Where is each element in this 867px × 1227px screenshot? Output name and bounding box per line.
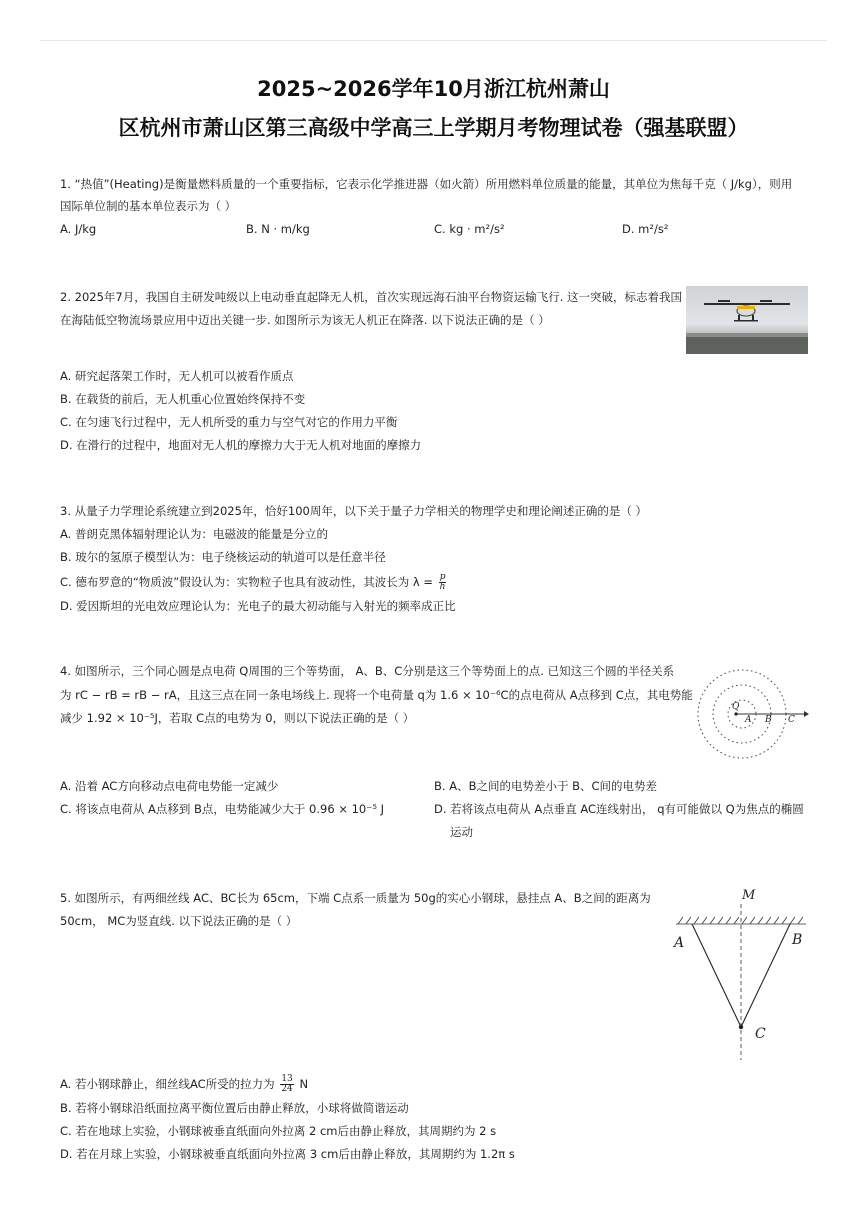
q1-option-a: A. J/kg: [60, 222, 97, 236]
q2-option-a: A. 研究起落架工作时，无人机可以被看作质点: [60, 369, 294, 383]
fraction-denominator: 24: [281, 1084, 293, 1094]
q5-option-c: C. 若在地球上实验，小钢球被垂直纸面向外拉离 2 cm后由静止释放，其周期约为 2 s: [60, 1124, 497, 1138]
charge-q-point: [734, 712, 737, 715]
q4-option-d-line2: 运动: [450, 825, 473, 839]
page-title-line1: 2025~2026学年10月浙江杭州萧山: [257, 77, 610, 101]
drone-icon: [686, 286, 808, 354]
tension-fraction: [280, 1075, 293, 1094]
arrow-head-icon: [804, 711, 809, 717]
q5-stem-line1: 5. 如图所示，有两细丝线 AC、BC长为 65cm，下端 C点系一质量为 50g的实心小钢球，悬挂点 A、B之间的距离为: [60, 891, 651, 905]
q5-option-a: [60, 1075, 308, 1094]
q4-stem-line3: 减少 1.92 × 10⁻⁵J，若取 C点的电势为 0，则以下说法正确的是（ ）: [60, 711, 415, 725]
q2-option-d: D. 在滑行的过程中，地面对无人机的摩擦力大于无人机对地面的摩擦力: [60, 438, 422, 452]
page-title-line2: 区杭州市萧山区第三高级中学高三上学期月考物理试卷（强基联盟）: [118, 116, 749, 140]
q1-stem-line2: 国际单位制的基本单位表示为（ ）: [60, 199, 237, 213]
fraction-numerator: 13: [281, 1074, 293, 1084]
pendulum-figure: [666, 884, 816, 1064]
concentric-circles-figure: [678, 656, 810, 762]
q4-stem-line2: 为 rC − rB = rB − rA，且这三点在同一条电场线上. 现将一个电荷量 q为 1.6 × 10⁻⁶C的点电荷从 A点移到 C点，其电势能: [60, 688, 693, 702]
q3-option-b: B. 玻尔的氢原子模型认为：电子绕核运动的轨道可以是任意半径: [60, 550, 386, 564]
label-q: Q: [732, 702, 740, 712]
label-c: C: [788, 715, 795, 725]
q1-option-c: C. kg · m²/s²: [434, 222, 505, 236]
q2-option-b: B. 在载货的前后，无人机重心位置始终保持不变: [60, 392, 306, 406]
fraction-denominator: h: [439, 582, 446, 592]
q5-option-a-unit: N: [299, 1077, 309, 1091]
fraction-numerator: p: [439, 572, 446, 582]
q2-stem-line2: 在海陆低空物流场景应用中迈出关键一步. 如图所示为该无人机正在降落. 以下说法正确的是（ ）: [60, 313, 550, 327]
q5-stem-line2: 50cm， MC为竖直线. 以下说法正确的是（ ）: [60, 914, 298, 928]
q4-option-d-line1: D. 若将该点电荷从 A点垂直 AC连线射出， q有可能做以 Q为焦点的椭圆: [434, 802, 804, 816]
q1-option-b: B. N · m/kg: [246, 222, 310, 236]
label-b: B: [792, 932, 803, 948]
string-bc: [741, 924, 790, 1027]
q5-option-d: D. 若在月球上实验，小钢球被垂直纸面向外拉离 3 cm后由静止释放，其周期约为 1.2π s: [60, 1147, 515, 1161]
q4-stem-line1: 4. 如图所示，三个同心圆是点电荷 Q周围的三个等势面， A、B、C分别是这三个等势面上的点. 已知这三个圆的半径关系: [60, 664, 675, 678]
q3-option-c-text: C. 德布罗意的“物质波”假设认为：实物粒子也具有波动性，其波长为 λ =: [60, 575, 434, 589]
q5-option-b: B. 若将小钢球沿纸面拉离平衡位置后由静止释放，小球将做简谐运动: [60, 1101, 409, 1115]
q3-option-c: [60, 573, 448, 592]
drone-photo: [686, 286, 808, 354]
q3-stem: 3. 从量子力学理论系统建立到2025年，恰好100周年，以下关于量子力学相关的物理学史和理论阐述正确的是（ ）: [60, 504, 647, 518]
q3-option-a: A. 普朗克黑体辐射理论认为：电磁波的能量是分立的: [60, 527, 328, 541]
label-c: C: [755, 1026, 766, 1042]
label-a: A: [674, 935, 685, 951]
q4-option-b: B. A、B之间的电势差小于 B、C间的电势差: [434, 779, 658, 793]
q2-stem-line1: 2. 2025年7月，我国自主研发吨级以上电动垂直起降无人机，首次实现远海石油平台物资运输飞行. 这一突破，标志着我国: [60, 290, 683, 304]
steel-ball: [739, 1025, 743, 1029]
q1-stem-line1: 1. “热值”(Heating)是衡量燃料质量的一个重要指标，它表示化学推进器（如火箭）所用燃料单位质量的能量，其单位为焦每千克（ J/kg），则用: [60, 177, 793, 191]
q4-option-c: C. 将该点电荷从 A点移到 B点，电势能减少大于 0.96 × 10⁻⁵ J: [60, 802, 384, 816]
string-ac: [692, 924, 741, 1027]
wavelength-fraction: [439, 573, 447, 592]
top-rule: [40, 40, 827, 41]
label-b: B: [765, 715, 772, 725]
q2-option-c: C. 在匀速飞行过程中，无人机所受的重力与空气对它的作用力平衡: [60, 415, 398, 429]
q3-option-d: D. 爱因斯坦的光电效应理论认为：光电子的最大初动能与入射光的频率成正比: [60, 599, 456, 613]
q5-option-a-text: A. 若小钢球静止，细丝线AC所受的拉力为: [60, 1077, 275, 1091]
label-m: M: [742, 888, 756, 903]
q4-option-a: A. 沿着 AC方向移动点电荷电势能一定减少: [60, 779, 279, 793]
label-a: A: [745, 715, 752, 725]
q1-option-d: D. m²/s²: [622, 222, 669, 236]
